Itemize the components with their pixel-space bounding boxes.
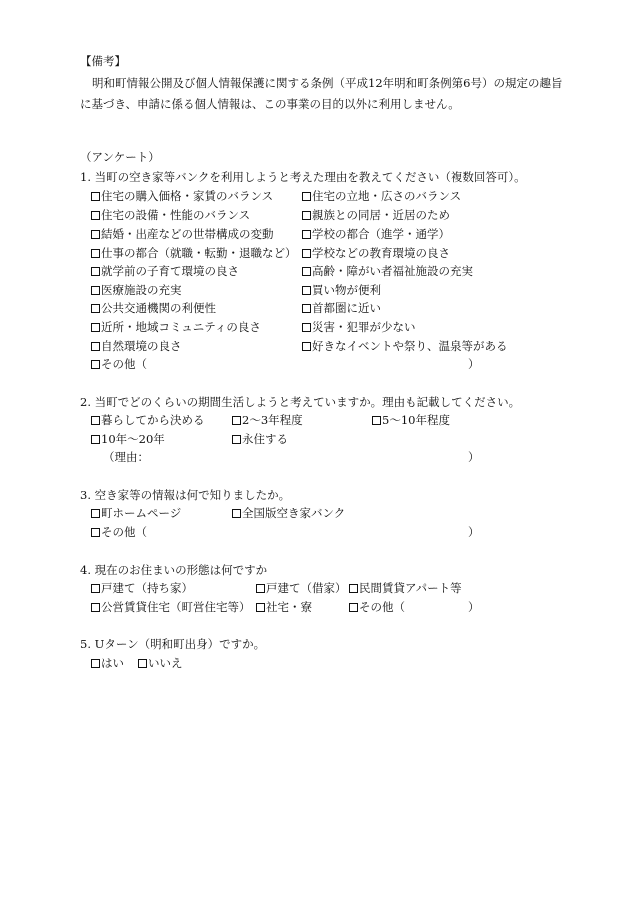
- q4-option[interactable]: 民間賃貸アパート等: [349, 583, 462, 595]
- q1-option[interactable]: 住宅の立地・広さのバランス: [302, 191, 461, 203]
- checkbox-icon[interactable]: [302, 211, 311, 220]
- survey-heading: （アンケート）: [80, 150, 160, 164]
- checkbox-icon[interactable]: [91, 267, 100, 276]
- checkbox-icon[interactable]: [91, 360, 100, 369]
- q1-option[interactable]: 首都圏に近い: [302, 303, 381, 315]
- q1-other-option[interactable]: その他（: [91, 359, 147, 371]
- checkbox-icon[interactable]: [302, 230, 311, 239]
- checkbox-icon[interactable]: [256, 584, 265, 593]
- q1-option[interactable]: 仕事の都合（就職・転勤・退職など）: [91, 248, 297, 260]
- checkbox-icon[interactable]: [256, 603, 265, 612]
- q1-option[interactable]: 学校などの教育環境の良さ: [302, 248, 450, 260]
- checkbox-icon[interactable]: [138, 659, 147, 668]
- q4-other-close-paren: ）: [468, 600, 480, 614]
- q1-option[interactable]: 近所・地域コミュニティの良さ: [91, 322, 261, 334]
- notes-heading: 【備考】: [80, 54, 126, 68]
- checkbox-icon[interactable]: [302, 342, 311, 351]
- checkbox-icon[interactable]: [349, 584, 358, 593]
- q1-option[interactable]: 親族との同居・近居のため: [302, 210, 450, 222]
- q5-question: 5. Uターン（明和町出身）ですか。: [80, 637, 266, 651]
- checkbox-icon[interactable]: [91, 342, 100, 351]
- checkbox-icon[interactable]: [232, 509, 241, 518]
- checkbox-icon[interactable]: [91, 659, 100, 668]
- checkbox-icon[interactable]: [91, 286, 100, 295]
- notes-line-2: に基づき、申請に係る個人情報は、この事業の目的以外に利用しません。: [80, 97, 460, 111]
- checkbox-icon[interactable]: [91, 509, 100, 518]
- checkbox-icon[interactable]: [302, 267, 311, 276]
- q2-option[interactable]: 5～10年程度: [372, 415, 450, 427]
- checkbox-icon[interactable]: [91, 416, 100, 425]
- q2-option[interactable]: 2～3年程度: [232, 415, 303, 427]
- q3-other-close-paren: ）: [468, 525, 480, 539]
- notes-line-1: 明和町情報公開及び個人情報保護に関する条例（平成12年明和町条例第6号）の規定の趣旨: [92, 76, 563, 90]
- q1-option[interactable]: 結婚・出産などの世帯構成の変動: [91, 229, 274, 241]
- q4-option[interactable]: 戸建て（借家）: [256, 583, 347, 595]
- q1-option[interactable]: 災害・犯罪が少ない: [302, 322, 416, 334]
- q1-option[interactable]: 好きなイベントや祭り、温泉等がある: [302, 341, 508, 353]
- checkbox-icon[interactable]: [91, 249, 100, 258]
- q1-option[interactable]: 医療施設の充実: [91, 285, 182, 297]
- q2-question: 2. 当町でどのくらいの期間生活しようと考えていますか。理由も記載してください。: [80, 395, 521, 409]
- q1-option[interactable]: 買い物が便利: [302, 285, 381, 297]
- q1-question: 1. 当町の空き家等バンクを利用しようと考えた理由を教えてください（複数回答可）。: [80, 170, 526, 184]
- q5-option-yes[interactable]: はい: [91, 658, 124, 670]
- q1-option[interactable]: 公共交通機関の利便性: [91, 303, 216, 315]
- checkbox-icon[interactable]: [302, 323, 311, 332]
- q4-other-option[interactable]: その他（: [349, 602, 405, 614]
- checkbox-icon[interactable]: [302, 304, 311, 313]
- q1-option[interactable]: 就学前の子育て環境の良さ: [91, 266, 239, 278]
- q4-option[interactable]: 公営賃貸住宅（町営住宅等）: [91, 602, 251, 614]
- checkbox-icon[interactable]: [91, 192, 100, 201]
- q4-question: 4. 現在のお住まいの形態は何ですか: [80, 563, 268, 577]
- q4-option[interactable]: 戸建て（持ち家）: [91, 583, 193, 595]
- q1-option[interactable]: 自然環境の良さ: [91, 341, 182, 353]
- q2-option[interactable]: 暮らしてから決める: [91, 415, 205, 427]
- q3-option[interactable]: 町ホームページ: [91, 508, 181, 520]
- checkbox-icon[interactable]: [91, 603, 100, 612]
- checkbox-icon[interactable]: [302, 286, 311, 295]
- q2-option[interactable]: 永住する: [232, 434, 288, 446]
- checkbox-icon[interactable]: [232, 416, 241, 425]
- checkbox-icon[interactable]: [372, 416, 381, 425]
- q3-other-option[interactable]: その他（: [91, 527, 147, 539]
- q4-option[interactable]: 社宅・寮: [256, 602, 312, 614]
- checkbox-icon[interactable]: [91, 323, 100, 332]
- checkbox-icon[interactable]: [91, 435, 100, 444]
- checkbox-icon[interactable]: [91, 304, 100, 313]
- checkbox-icon[interactable]: [91, 211, 100, 220]
- q1-option[interactable]: 住宅の設備・性能のバランス: [91, 210, 250, 222]
- q2-reason-close-paren: ）: [468, 450, 480, 464]
- checkbox-icon[interactable]: [91, 584, 100, 593]
- q1-option[interactable]: 学校の都合（進学・通学）: [302, 229, 450, 241]
- q2-reason-label[interactable]: （理由：: [103, 450, 149, 464]
- q3-option[interactable]: 全国版空き家バンク: [232, 508, 345, 520]
- checkbox-icon[interactable]: [302, 249, 311, 258]
- q1-option[interactable]: 高齢・障がい者福祉施設の充実: [302, 266, 473, 278]
- q3-question: 3. 空き家等の情報は何で知りましたか。: [80, 488, 291, 502]
- q1-other-close-paren: ）: [468, 357, 480, 371]
- checkbox-icon[interactable]: [91, 230, 100, 239]
- checkbox-icon[interactable]: [232, 435, 241, 444]
- q5-option-no[interactable]: いいえ: [138, 658, 183, 670]
- q1-option[interactable]: 住宅の購入価格・家賃のバランス: [91, 191, 273, 203]
- checkbox-icon[interactable]: [349, 603, 358, 612]
- checkbox-icon[interactable]: [302, 192, 311, 201]
- q2-option[interactable]: 10年～20年: [91, 434, 165, 446]
- checkbox-icon[interactable]: [91, 528, 100, 537]
